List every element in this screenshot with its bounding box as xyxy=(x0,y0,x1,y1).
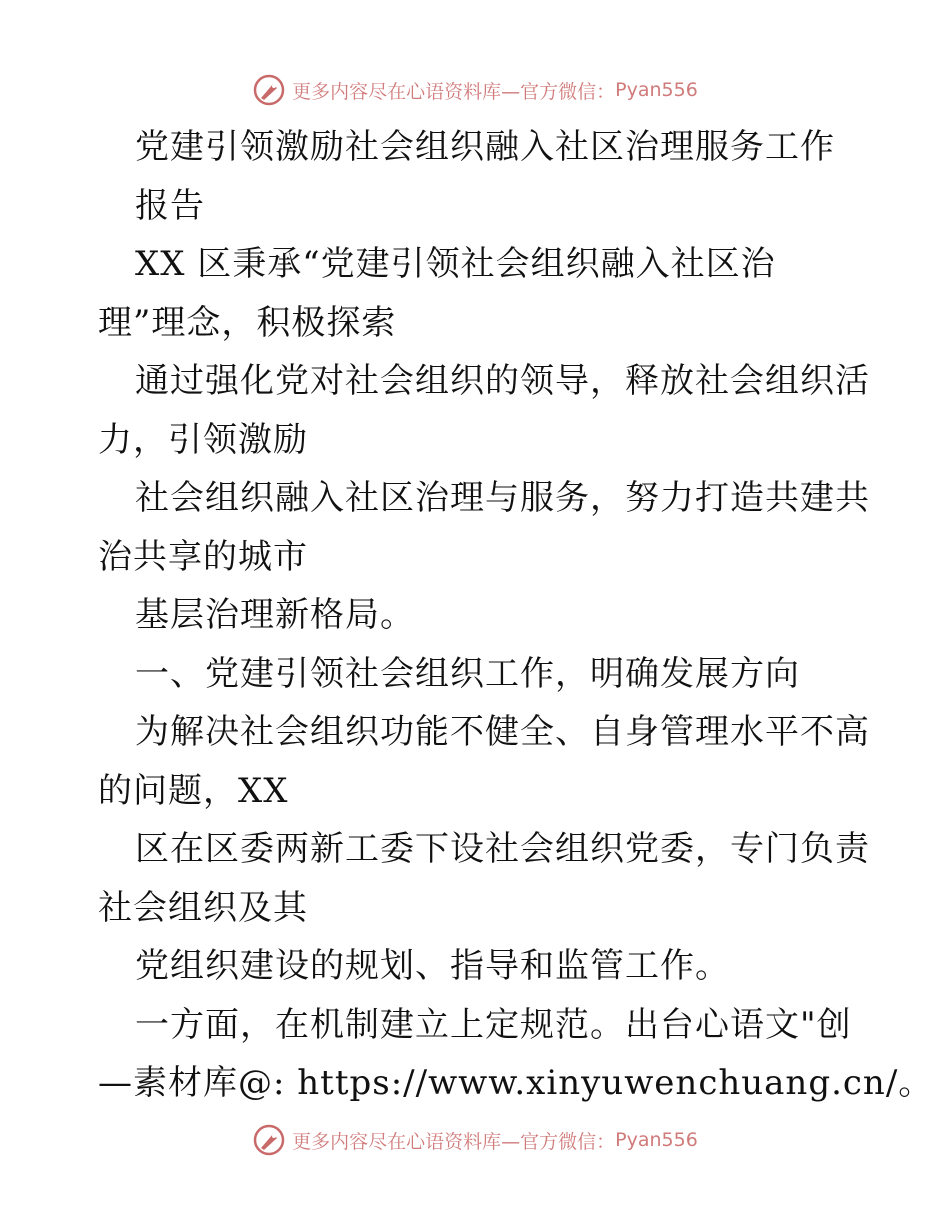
paragraph-line: 党组织建设的规划、指导和监管工作。 xyxy=(135,946,730,986)
title-line-1: 党建引领激励社会组织融入社区治理服务工作 xyxy=(135,127,835,167)
pen-nib-logo-icon xyxy=(252,1123,286,1157)
paragraph-line: 社会组织融入社区治理与服务，努力打造共建共 xyxy=(135,478,870,518)
paragraph-line: XX 区秉承“党建引领社会组织融入社区治 xyxy=(135,244,776,284)
paragraph-line: 通过强化党对社会组织的领导，释放社会组织活 xyxy=(135,361,870,401)
paragraph-line: 区在区委两新工委下设社会组织党委，专门负责 xyxy=(135,829,870,869)
paragraph-line: 一方面，在机制建立上定规范。出台心语文"创 xyxy=(135,1004,852,1045)
paragraph-line: 为解决社会组织功能不健全、自身管理水平不高 xyxy=(135,712,870,752)
document-body xyxy=(98,118,934,1113)
header-watermark xyxy=(0,70,950,110)
paragraph-line: 基层治理新格局。 xyxy=(135,595,415,635)
watermark-wechat-id: Pyan556 xyxy=(615,1129,698,1151)
paragraph-line: 社会组织及其 xyxy=(98,887,308,928)
paragraph-line: 理”理念，积极探索 xyxy=(98,302,397,343)
pen-nib-logo-icon xyxy=(252,73,286,107)
title-line-2: 报告 xyxy=(135,185,205,226)
paragraph-line: 治共享的城市 xyxy=(98,536,308,577)
section-heading: 一、党建引领社会组织工作，明确发展方向 xyxy=(135,653,800,694)
paragraph-line: 的问题，XX xyxy=(98,770,289,811)
watermark-wechat-id: Pyan556 xyxy=(615,79,698,101)
paragraph-line: 力，引领激励 xyxy=(98,419,308,460)
watermark-text: 更多内容尽在心语资料库—官方微信： xyxy=(292,80,616,103)
url-line: —素材库@: https://www.xinyuwenchuang.cn/。 xyxy=(98,1063,934,1103)
watermark-text: 更多内容尽在心语资料库—官方微信： xyxy=(292,1130,616,1153)
footer-watermark xyxy=(0,1120,950,1160)
